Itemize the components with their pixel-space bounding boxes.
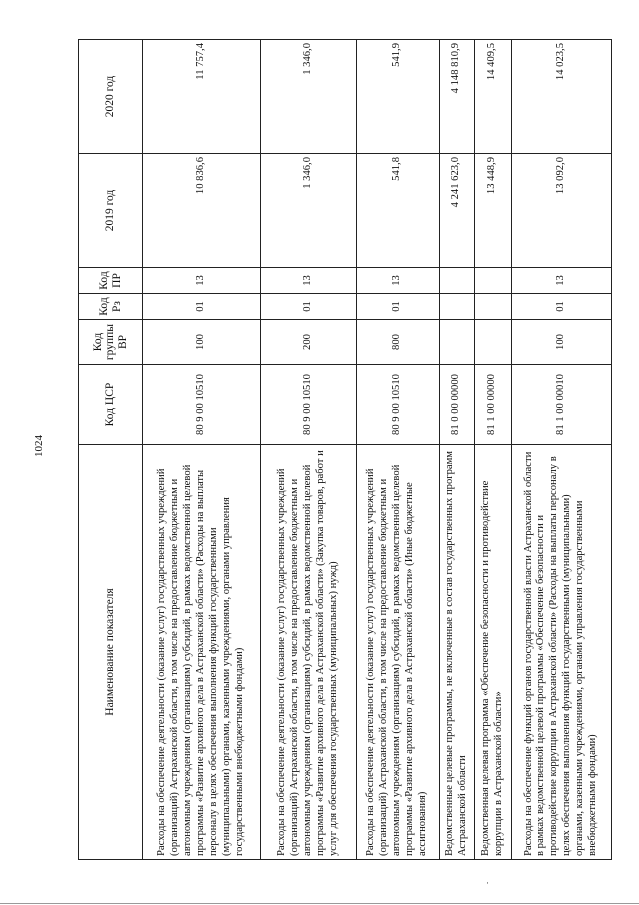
row-2020: 11 757,4	[143, 40, 261, 154]
row-csr: 80 9 00 10510	[260, 365, 356, 445]
row-name: Расходы на обеспечение деятельности (оказание услуг) государственных учреждений (организаций) Астраханской области, в том числе на предоставление бюджетным и автономным учреждениям (организациям) субсидий, в рамках ведомственной целевой программы «Развитие архивного дела в Астраханской области» (Расходы на выплаты персоналу в целях обеспечения выполнения функций государственными (муниципальными) органами, казенными учреждениями, органами управления государственными внебюджетными фондами)	[143, 445, 261, 860]
row-csr: 81 0 00 00000	[439, 365, 474, 445]
page-bottom-edge	[0, 903, 639, 904]
row-pr: 13	[356, 268, 439, 294]
row-name: Расходы на обеспечение деятельности (оказание услуг) государственных учреждений (организаций) Астраханской области, в том числе на предоставление бюджетным и автономным учреждениям (организациям) субсидий, в рамках ведомственной целевой программы «Развитие архивного дела в Астраханской области» (Иные бюджетные ассигнования)	[356, 445, 439, 860]
row-pr: 13	[511, 268, 611, 294]
row-2019: 13 448,9	[474, 154, 511, 268]
row-2020: 14 409,5	[474, 40, 511, 154]
row-rz: 01	[511, 294, 611, 320]
header-row	[79, 40, 143, 860]
header-vr: Код группы ВР	[79, 320, 143, 365]
row-2019: 10 836,6	[143, 154, 261, 268]
budget-table	[78, 39, 612, 860]
header-pr: Код ПР	[79, 268, 143, 294]
table-row	[356, 40, 439, 860]
row-vr: 100	[143, 320, 261, 365]
header-2020: 2020 год	[79, 40, 143, 154]
row-2019: 541,8	[356, 154, 439, 268]
row-csr: 81 1 00 00000	[474, 365, 511, 445]
row-name: Расходы на обеспечение деятельности (оказание услуг) государственных учреждений (организаций) Астраханской области, в том числе на предоставление бюджетным и автономным учреждениям (организациям) субсидий, в рамках ведомственной целевой программы «Развитие архивного дела в Астраханской области» (Закупка товаров, работ и услуг для обеспечения государственных (муниципальных) нужд)	[260, 445, 356, 860]
row-vr	[474, 320, 511, 365]
row-vr: 800	[356, 320, 439, 365]
row-rz: 01	[260, 294, 356, 320]
row-name: Расходы на обеспечение функций органов государственной власти Астраханской области в рамках ведомственной целевой программы «Обеспечение безопасности и противодействие коррупции в Астраханской области» (Расходы на выплаты персоналу в целях обеспечения выполнения функций государственными (муниципальными) органами, казенными учреждениями, органами управления государственными внебюджетными фондами)	[511, 445, 611, 860]
row-rz	[474, 294, 511, 320]
row-vr: 200	[260, 320, 356, 365]
row-2020: 14 023,5	[511, 40, 611, 154]
header-2019: 2019 год	[79, 154, 143, 268]
header-name: Наименование показателя	[79, 445, 143, 860]
row-2020: 1 346,0	[260, 40, 356, 154]
row-rz: 01	[143, 294, 261, 320]
rotated-table-container	[78, 40, 612, 860]
row-name: Ведомственные целевые программы, не включенные в состав государственных программ Астраханской области	[439, 445, 474, 860]
row-2020: 4 148 810,9	[439, 40, 474, 154]
header-csr: Код ЦСР	[79, 365, 143, 445]
table-row	[439, 40, 474, 860]
header-rz: Код Рз	[79, 294, 143, 320]
row-rz: 01	[356, 294, 439, 320]
table-row	[511, 40, 611, 860]
row-csr: 81 1 00 00010	[511, 365, 611, 445]
row-pr	[474, 268, 511, 294]
row-2019: 4 241 623,0	[439, 154, 474, 268]
row-pr: 13	[143, 268, 261, 294]
row-2019: 1 346,0	[260, 154, 356, 268]
page-number: 1024	[33, 435, 45, 457]
row-2020: 541,9	[356, 40, 439, 154]
row-csr: 80 9 00 10510	[143, 365, 261, 445]
row-pr: 13	[260, 268, 356, 294]
row-vr: 100	[511, 320, 611, 365]
table-row	[474, 40, 511, 860]
table-row	[143, 40, 261, 860]
row-pr	[439, 268, 474, 294]
row-vr	[439, 320, 474, 365]
row-rz	[439, 294, 474, 320]
row-name: Ведомственная целевая программа «Обеспечение безопасности и противодействие коррупции в Астраханской области»	[474, 445, 511, 860]
scan-speck: ·	[486, 878, 489, 888]
row-2019: 13 092,0	[511, 154, 611, 268]
table-row	[260, 40, 356, 860]
row-csr: 80 9 00 10510	[356, 365, 439, 445]
